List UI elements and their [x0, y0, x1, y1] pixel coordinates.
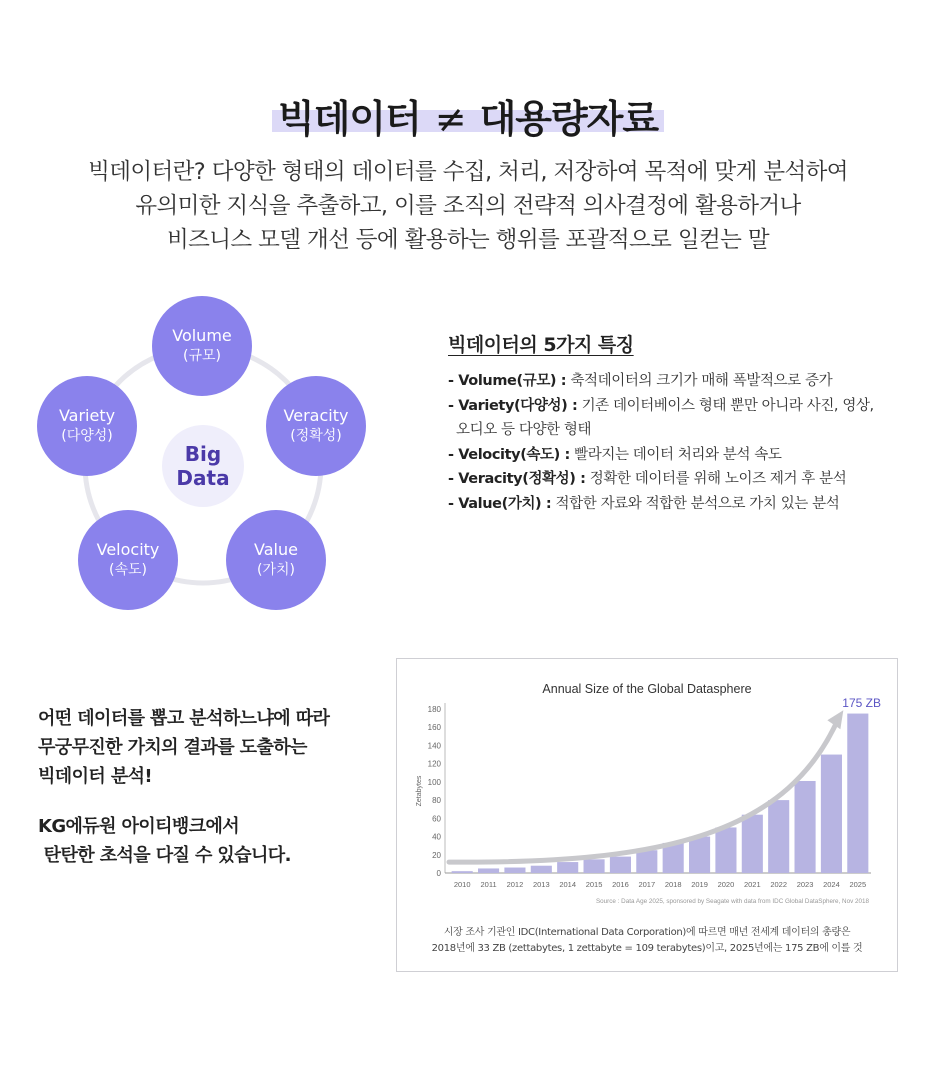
node-veracity — [266, 376, 366, 476]
annotation-175zb: 175 ZB — [842, 696, 881, 710]
node-volume-sub: (규모) — [183, 348, 221, 364]
y-tick-label: 0 — [436, 869, 441, 878]
x-tick-label: 2019 — [691, 880, 708, 889]
y-tick-label: 160 — [427, 723, 441, 733]
intro-line-3: 비즈니스 모델 개선 등에 활용하는 행위를 포괄적으로 일컫는 말 — [167, 227, 769, 253]
node-variety-label: Variety — [58, 406, 116, 425]
node-value — [226, 510, 326, 610]
bar-2017 — [636, 850, 657, 873]
y-tick-label: 100 — [427, 777, 441, 787]
x-tick-label: 2025 — [849, 880, 867, 889]
caption-line-2: 2018년에 33 ZB (zettabytes, 1 zettabyte = 109 terabytes)이고, 2025년에는 175 ZB에 이를 것 — [431, 943, 863, 954]
node-veracity-sub: (정확성) — [290, 428, 342, 444]
y-tick-label: 60 — [432, 814, 441, 824]
x-tick-label: 2017 — [638, 880, 656, 889]
intro-line-1: 빅데이터란? 다양한 형태의 데이터를 수집, 처리, 저장하여 목적에 맞게 분석하여 — [88, 159, 848, 185]
x-tick-label: 2014 — [559, 880, 577, 889]
features-section — [448, 330, 918, 516]
y-tick-label: 20 — [432, 850, 441, 860]
y-tick-label: 120 — [427, 759, 441, 769]
y-axis-label: Zetabytes — [416, 775, 423, 807]
bar-2021 — [742, 815, 763, 873]
node-veracity-label: Veracity — [283, 406, 349, 425]
center-line-1: Big — [184, 442, 222, 466]
page-title-wrap — [0, 88, 936, 143]
node-velocity-label: Velocity — [96, 540, 160, 559]
node-volume — [152, 296, 252, 396]
x-tick-label: 2024 — [823, 880, 840, 889]
x-tick-label: 2023 — [796, 880, 814, 889]
intro-line-2: 유의미한 지식을 추출하고, 이를 조직의 전략적 의사결정에 활용하거나 — [135, 193, 801, 219]
feature-item-veracity — [448, 467, 918, 492]
pitch-line-1: 어떤 데이터를 뽑고 분석하느냐에 따라 — [38, 708, 330, 729]
caption-line-1: 시장 조사 기관인 IDC(International Data Corporation)에 따르면 매년 전세계 데이터의 총량은 — [443, 927, 851, 938]
feature-desc: 정확한 데이터를 위해 노이즈 제거 후 분석 — [589, 471, 847, 487]
feature-key: - Variety(다양성) : — [448, 397, 578, 414]
bar-2020 — [715, 827, 736, 873]
x-tick-label: 2013 — [532, 880, 550, 889]
center-line-2: Data — [176, 466, 230, 490]
y-tick-label: 80 — [432, 796, 441, 806]
datasphere-chart — [397, 659, 897, 919]
center-big-data — [162, 425, 244, 507]
bar-2023 — [795, 781, 816, 873]
feature-key: - Value(가치) : — [448, 495, 552, 512]
node-velocity — [78, 510, 178, 610]
feature-key: - Velocity(속도) : — [448, 446, 570, 463]
node-variety — [37, 376, 137, 476]
y-tick-label: 140 — [427, 741, 441, 751]
bar-2022 — [768, 800, 789, 873]
feature-key: - Veracity(정확성) : — [448, 471, 586, 487]
y-tick-label: 40 — [432, 832, 441, 842]
intro-paragraph — [0, 155, 936, 257]
feature-item-variety — [448, 394, 918, 443]
five-v-diagram — [0, 280, 420, 620]
feature-desc: 적합한 자료와 적합한 분석으로 가치 있는 분석 — [555, 495, 840, 512]
pitch-block-2 — [38, 812, 291, 870]
bar-2024 — [821, 755, 842, 873]
bar-2010 — [452, 871, 473, 873]
feature-item-volume — [448, 369, 918, 394]
bar-2014 — [557, 862, 578, 873]
chart-caption — [397, 925, 897, 957]
chart-title: Annual Size of the Global Datasphere — [542, 682, 752, 696]
feature-key: - Volume(규모) : — [448, 373, 567, 389]
pitch-block-1 — [38, 704, 329, 791]
not-equal-symbol: ≠ — [434, 97, 466, 141]
bar-2016 — [610, 857, 631, 873]
node-volume-label: Volume — [172, 326, 232, 345]
y-tick-label: 180 — [427, 705, 441, 714]
bar-2012 — [504, 868, 525, 873]
feature-desc: 축적데이터의 크기가 매해 폭발적으로 증가 — [570, 373, 833, 389]
x-tick-label: 2010 — [453, 880, 471, 889]
pitch-line-2: 무궁무진한 가치의 결과를 도출하는 — [38, 737, 307, 758]
node-value-label: Value — [254, 540, 298, 559]
x-tick-label: 2011 — [480, 880, 497, 889]
bar-2019 — [689, 837, 710, 873]
datasphere-chart-box — [396, 658, 898, 972]
feature-item-velocity — [448, 443, 918, 468]
x-tick-label: 2018 — [664, 880, 682, 889]
node-velocity-sub: (속도) — [109, 562, 147, 578]
bar-2013 — [531, 866, 552, 873]
feature-desc-cont: 오디오 등 다양한 형태 — [456, 422, 592, 438]
feature-desc: 빨라지는 데이터 처리와 분석 속도 — [574, 446, 782, 463]
node-variety-sub: (다양성) — [61, 428, 113, 444]
bar-2025 — [847, 714, 868, 873]
x-tick-label: 2022 — [770, 880, 788, 889]
node-value-sub: (가치) — [257, 562, 295, 578]
features-heading: 빅데이터의 5가지 특징 — [448, 334, 634, 356]
feature-item-value — [448, 492, 918, 517]
x-tick-label: 2012 — [506, 880, 524, 889]
bar-2015 — [584, 859, 605, 873]
bar-2011 — [478, 868, 499, 873]
feature-desc: 기존 데이터베이스 형태 뿐만 아니라 사진, 영상, — [581, 397, 874, 414]
title-right: 대용량자료 — [479, 97, 659, 141]
title-left: 빅데이터 — [277, 97, 421, 141]
pitch-line-3: 빅데이터 분석! — [38, 766, 153, 787]
pitch-line-5: 탄탄한 초석을 다질 수 있습니다. — [38, 845, 291, 866]
pitch-line-4: KG에듀원 아이티뱅크에서 — [38, 816, 240, 837]
x-tick-label: 2020 — [717, 880, 735, 889]
x-tick-label: 2015 — [585, 880, 603, 889]
page-title — [272, 88, 664, 143]
x-tick-label: 2016 — [612, 880, 629, 889]
x-tick-label: 2021 — [743, 880, 761, 889]
chart-source: Source : Data Age 2025, sponsored by Seagate with data from IDC Global DataSphere, Nov 2018 — [595, 898, 869, 905]
